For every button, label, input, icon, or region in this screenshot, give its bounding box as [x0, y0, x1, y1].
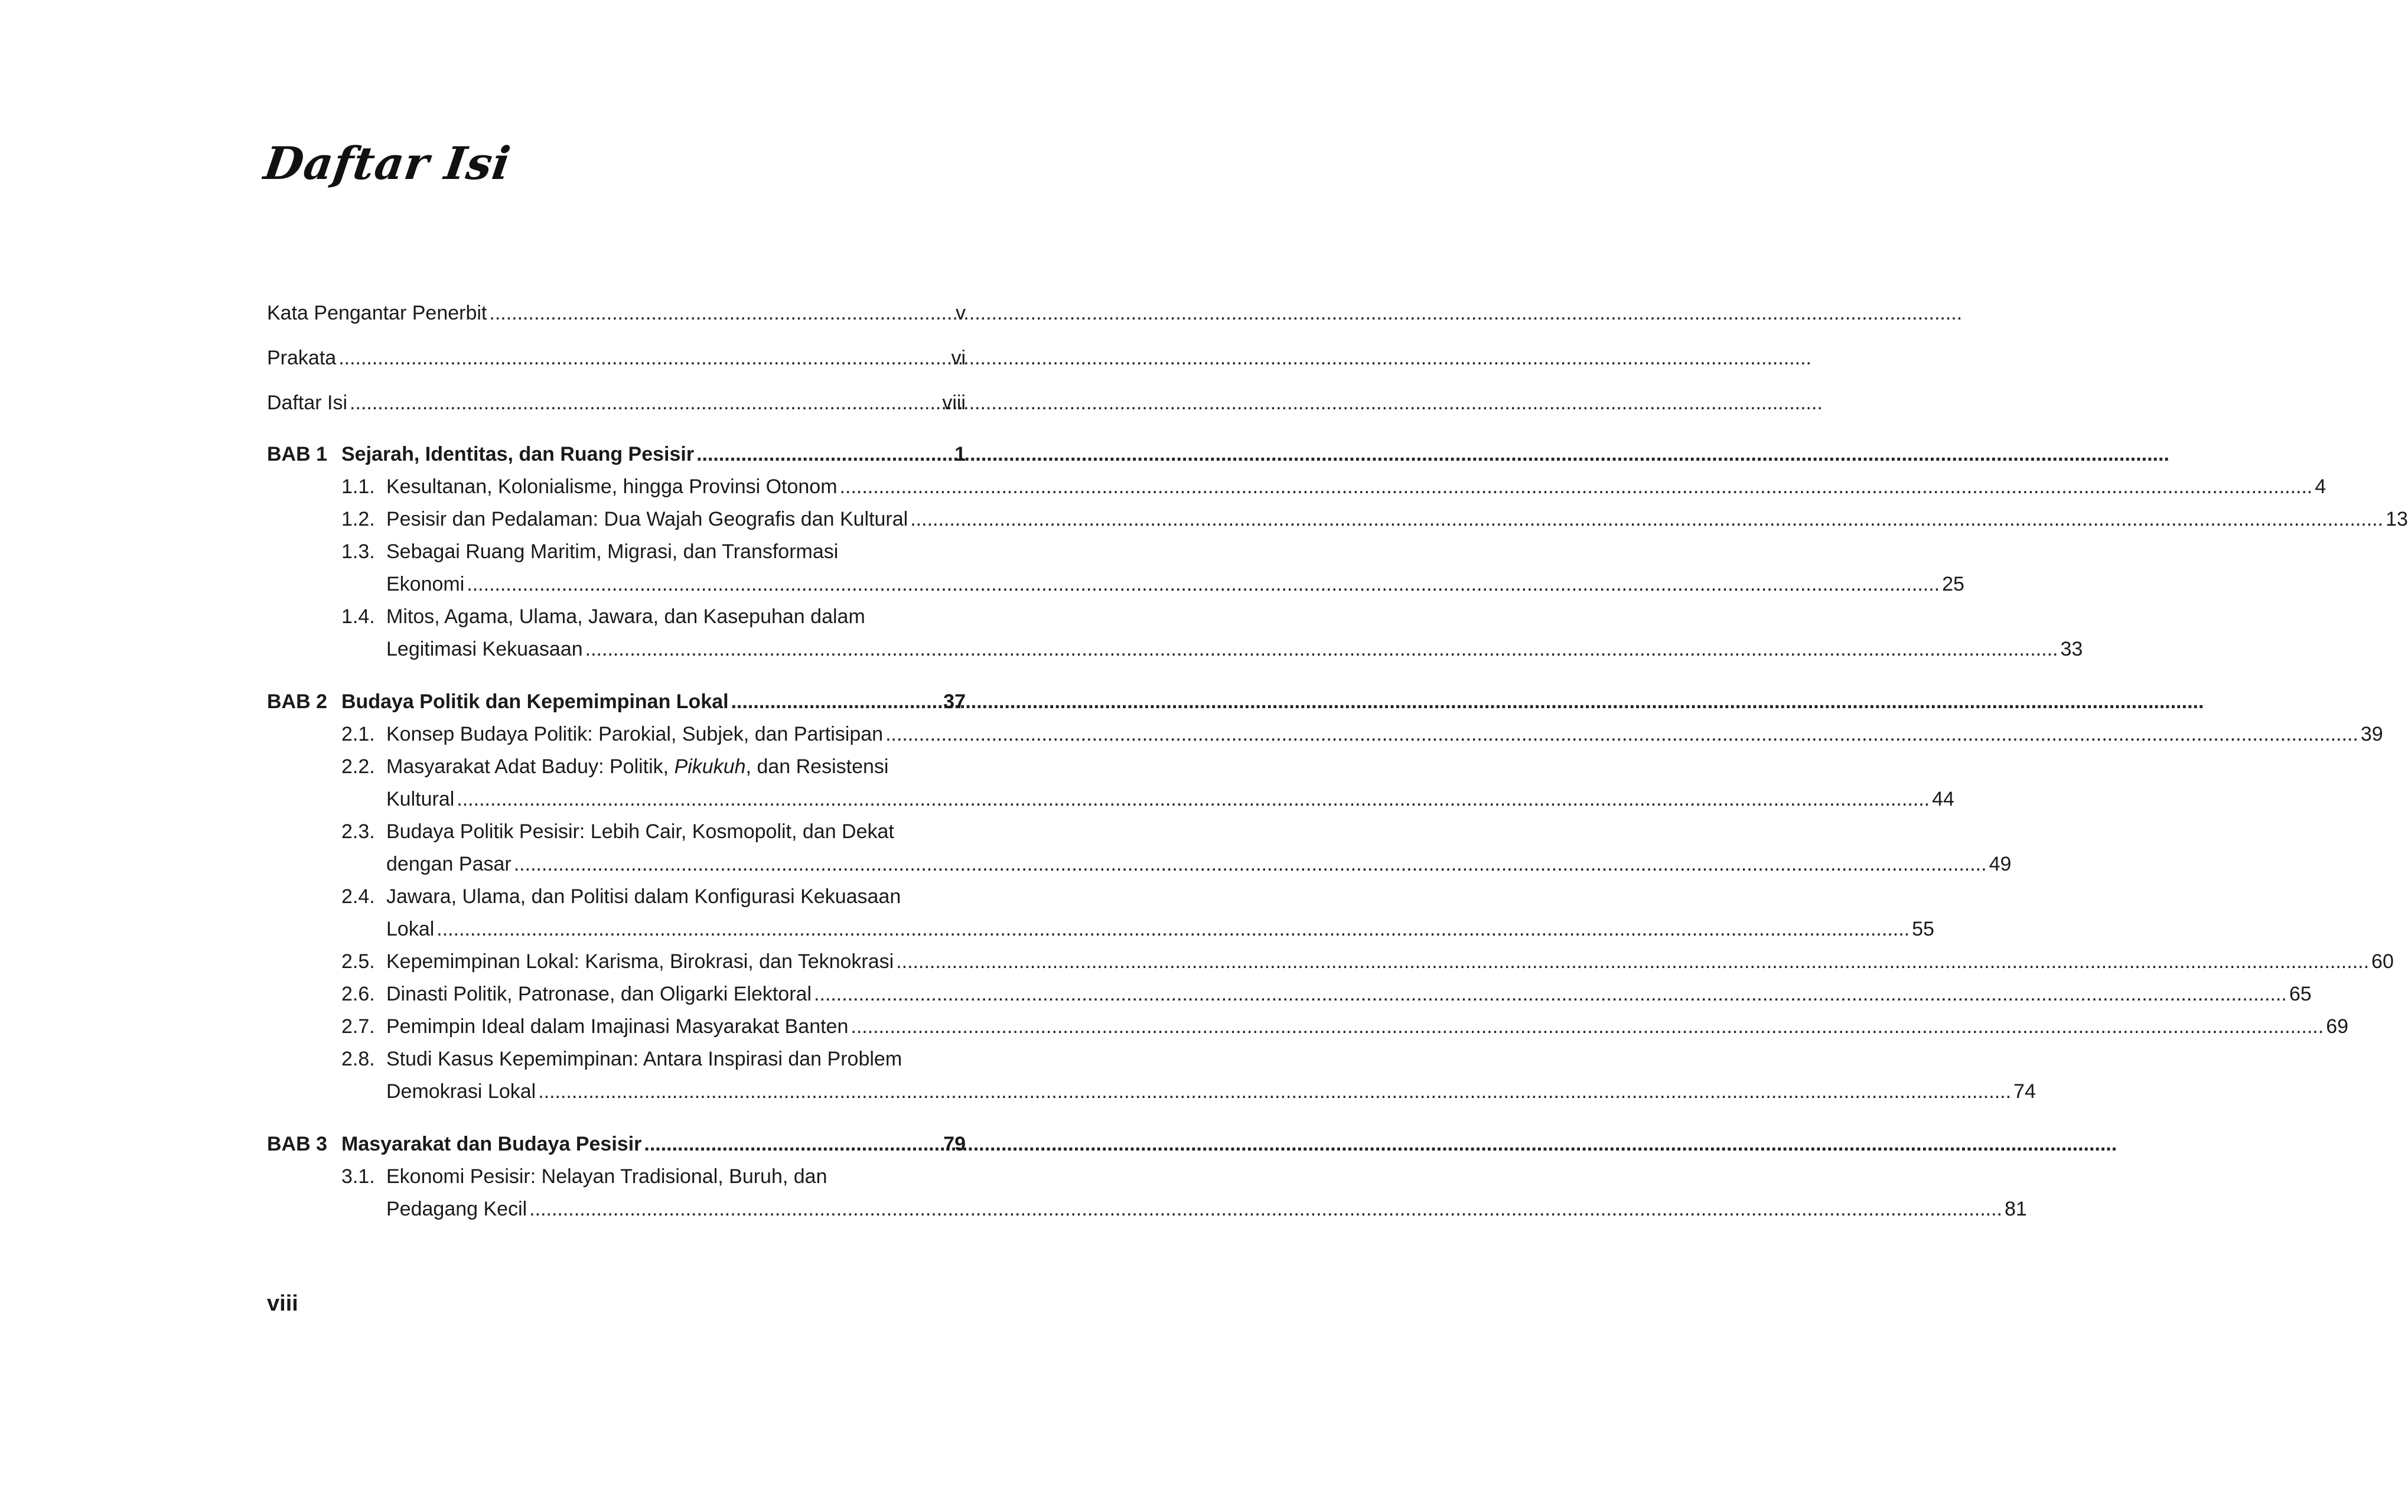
dot-leader	[538, 1076, 2011, 1108]
dot-leader	[896, 946, 2369, 978]
section-title-line2: Demokrasi Lokal	[386, 1080, 536, 1103]
dot-leader	[467, 568, 1940, 601]
dot-leader	[489, 291, 953, 335]
section-page: 39	[2360, 723, 2383, 745]
chapter-title: Masyarakat dan Budaya Pesisir	[341, 1133, 642, 1155]
section-number: 2.3.	[341, 820, 375, 843]
section-number: 2.2.	[341, 755, 375, 778]
section-title-line1: Masyarakat Adat Baduy: Politik, Pikukuh, dan Resistensi	[386, 755, 889, 778]
section-title: Pesisir dan Pedalaman: Dua Wajah Geografis dan Kultural	[386, 508, 908, 530]
section-title-line2: Lokal	[386, 918, 435, 940]
section-page: 74	[2013, 1080, 2036, 1103]
dot-leader	[644, 1128, 941, 1161]
table-of-contents	[267, 291, 2408, 1226]
chapter-page: 37	[943, 690, 966, 713]
toc-entry-label: Daftar Isi	[267, 392, 348, 414]
dot-leader	[514, 848, 1987, 881]
section-page: 65	[2289, 983, 2312, 1005]
dot-leader	[338, 335, 949, 380]
section-entry[interactable]	[267, 816, 2012, 881]
dot-leader	[696, 438, 952, 471]
chapter-3	[267, 1128, 2027, 1226]
chapter-number: BAB 3	[267, 1133, 328, 1155]
dot-leader	[840, 471, 2313, 503]
section-number: 2.6.	[341, 983, 375, 1005]
section-entry[interactable]	[267, 1161, 2027, 1226]
section-number: 1.2.	[341, 508, 375, 530]
section-page: 44	[1932, 788, 1954, 810]
section-title-line2: Pedagang Kecil	[386, 1198, 527, 1220]
section-title: Dinasti Politik, Patronase, dan Oligarki Elektoral	[386, 983, 812, 1005]
chapter-number: BAB 2	[267, 690, 328, 713]
section-title-line1: Ekonomi Pesisir: Nelayan Tradisional, Buruh, dan	[386, 1165, 827, 1188]
section-number: 2.4.	[341, 885, 375, 908]
section-title-line1: Budaya Politik Pesisir: Lebih Cair, Kosmopolit, dan Dekat	[386, 820, 894, 843]
toc-entry[interactable]	[267, 291, 966, 335]
section-title-line2: Ekonomi	[386, 573, 465, 595]
section-title-line1: Mitos, Agama, Ulama, Jawara, dan Kasepuhan dalam	[386, 605, 865, 628]
toc-entry-page: viii	[942, 392, 966, 414]
section-number: 1.1.	[341, 475, 375, 498]
chapter-number: BAB 1	[267, 443, 328, 465]
section-title-line1: Jawara, Ulama, dan Politisi dalam Konfigurasi Kekuasaan	[386, 885, 901, 908]
section-title-line2: dengan Pasar	[386, 853, 511, 875]
toc-entry[interactable]	[267, 335, 966, 380]
section-entry[interactable]	[267, 751, 1954, 816]
section-number: 2.8.	[341, 1048, 375, 1070]
front-matter	[267, 291, 966, 425]
section-page: 33	[2060, 638, 2083, 660]
section-title: Pemimpin Ideal dalam Imajinasi Masyarakat Banten	[386, 1015, 849, 1038]
section-number: 2.5.	[341, 950, 375, 973]
dot-leader	[436, 913, 1910, 946]
toc-entry-label: Prakata	[267, 347, 337, 369]
section-title-line1: Sebagai Ruang Maritim, Migrasi, dan Transformasi	[386, 540, 839, 563]
section-title-line2: Kultural	[386, 788, 455, 810]
chapter-heading[interactable]	[267, 438, 966, 471]
dot-leader	[457, 783, 1930, 816]
section-number: 3.1.	[341, 1165, 375, 1188]
section-title-line1: Studi Kasus Kepemimpinan: Antara Inspirasi dan Problem	[386, 1048, 902, 1070]
section-entry[interactable]	[267, 978, 2312, 1011]
section-entry[interactable]	[267, 718, 2383, 751]
page-number: viii	[267, 1291, 298, 1316]
section-title: Kepemimpinan Lokal: Karisma, Birokrasi, dan Teknokrasi	[386, 950, 894, 973]
dot-leader	[885, 718, 2358, 751]
chapter-page: 1	[954, 443, 966, 465]
chapter-heading[interactable]	[267, 686, 966, 718]
section-page: 55	[1912, 918, 1934, 940]
dot-leader	[529, 1193, 2002, 1226]
dot-leader	[350, 380, 940, 425]
section-entry[interactable]	[267, 1043, 2036, 1108]
section-page: 81	[2005, 1198, 2027, 1220]
toc-entry-page: vi	[951, 347, 966, 369]
dot-leader	[731, 686, 941, 718]
chapter-heading[interactable]	[267, 1128, 966, 1161]
section-entry[interactable]	[267, 503, 2408, 536]
section-number: 2.7.	[341, 1015, 375, 1038]
section-entry[interactable]	[267, 601, 2083, 666]
section-page: 25	[1942, 573, 1964, 595]
chapter-1	[267, 438, 2408, 666]
toc-entry-label: Kata Pengantar Penerbit	[267, 302, 487, 324]
toc-entry-page: v	[956, 302, 966, 324]
section-entry[interactable]	[267, 881, 1934, 946]
section-number: 1.4.	[341, 605, 375, 628]
section-entry[interactable]	[267, 1011, 2349, 1043]
section-number: 1.3.	[341, 540, 375, 563]
section-number: 2.1.	[341, 723, 375, 745]
section-page: 13	[2386, 508, 2408, 530]
dot-leader	[910, 503, 2383, 536]
section-title: Kesultanan, Kolonialisme, hingga Provinsi Otonom	[386, 475, 838, 498]
section-page: 60	[2371, 950, 2394, 973]
section-page: 69	[2326, 1015, 2349, 1038]
chapter-2	[267, 686, 2394, 1108]
dot-leader	[851, 1011, 2324, 1043]
chapter-title: Sejarah, Identitas, dan Ruang Pesisir	[341, 443, 695, 465]
chapter-page: 79	[943, 1133, 966, 1155]
page-title: Daftar Isi	[260, 137, 514, 190]
section-entry[interactable]	[267, 471, 2326, 503]
section-entry[interactable]	[267, 536, 1964, 601]
toc-entry[interactable]	[267, 380, 966, 425]
section-page: 49	[1989, 853, 2012, 875]
section-page: 4	[2315, 475, 2326, 498]
chapter-title: Budaya Politik dan Kepemimpinan Lokal	[341, 690, 729, 713]
section-title-line2: Legitimasi Kekuasaan	[386, 638, 583, 660]
dot-leader	[585, 633, 2058, 666]
dot-leader	[814, 978, 2287, 1011]
section-entry[interactable]	[267, 946, 2394, 978]
section-title: Konsep Budaya Politik: Parokial, Subjek, dan Partisipan	[386, 723, 884, 745]
